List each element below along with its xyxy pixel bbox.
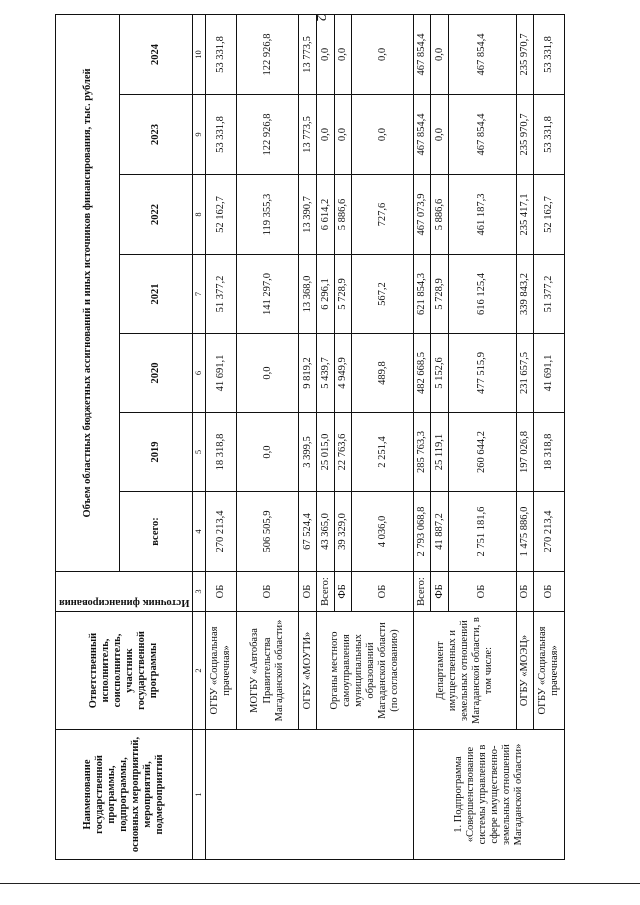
- column-index: 7: [193, 255, 206, 334]
- value-cell: 235 970,7: [516, 14, 533, 94]
- value-cell: 5 728,9: [334, 255, 351, 334]
- value-cell: 53 331,8: [534, 95, 565, 175]
- header-year: 2019: [120, 413, 193, 492]
- value-cell: 0,0: [334, 95, 351, 175]
- table-row: [413, 14, 430, 859]
- rotated-table-wrapper: [55, 15, 565, 860]
- source-cell: ОБ: [237, 572, 299, 612]
- value-cell: 41 691,1: [534, 334, 565, 413]
- executor-cell: Органы местного самоуправления муниципальных образований Магаданской области (по согласованию): [317, 612, 414, 730]
- value-total: 1 475 886,0: [516, 492, 533, 572]
- source-cell: ОБ: [206, 572, 237, 612]
- value-cell: 5 886,6: [431, 175, 448, 255]
- subprogram-name: 1. Подпрограмма «Совершенствование системы управления в сфере имущественно-земельных отношений Магаданской области»: [413, 730, 564, 860]
- value-cell: 18 318,8: [534, 413, 565, 492]
- value-cell: 25 015,0: [317, 413, 334, 492]
- value-cell: 13 368,0: [298, 255, 316, 334]
- value-total: 2 751 181,6: [448, 492, 516, 572]
- value-cell: 122 926,8: [237, 95, 299, 175]
- source-cell: ОБ: [516, 572, 533, 612]
- value-cell: 53 331,8: [206, 14, 237, 94]
- value-cell: 616 125,4: [448, 255, 516, 334]
- value-cell: 53 331,8: [534, 14, 565, 94]
- executor-cell: Департамент имущественных и земельных отношений Магаданской области, в том числе:: [413, 612, 516, 730]
- value-cell: 467 854,4: [448, 95, 516, 175]
- value-cell: 18 318,8: [206, 413, 237, 492]
- value-cell: 467 073,9: [413, 175, 430, 255]
- column-index: 4: [193, 492, 206, 572]
- value-cell: 467 854,4: [413, 14, 430, 94]
- header-row-1: [56, 14, 120, 859]
- program-name-cell-empty: [206, 730, 413, 860]
- value-cell: 13 773,5: [298, 95, 316, 175]
- table-row: [206, 14, 237, 859]
- value-cell: 0,0: [431, 95, 448, 175]
- value-cell: 6 614,2: [317, 175, 334, 255]
- executor-cell: ОГБУ «Социальная прачечная»: [534, 612, 565, 730]
- header-year: 2020: [120, 334, 193, 413]
- value-cell: 13 390,7: [298, 175, 316, 255]
- value-cell: 22 763,6: [334, 413, 351, 492]
- value-cell: 0,0: [352, 95, 414, 175]
- value-cell: 6 296,1: [317, 255, 334, 334]
- value-cell: 5 152,6: [431, 334, 448, 413]
- header-total: всего:: [120, 492, 193, 572]
- column-index-row: [193, 14, 206, 859]
- value-cell: 25 119,1: [431, 413, 448, 492]
- value-cell: 231 657,5: [516, 334, 533, 413]
- value-cell: 477 515,9: [448, 334, 516, 413]
- value-cell: 482 668,5: [413, 334, 430, 413]
- value-cell: 5 728,9: [431, 255, 448, 334]
- value-cell: 197 026,8: [516, 413, 533, 492]
- value-cell: 285 763,3: [413, 413, 430, 492]
- value-cell: 621 854,3: [413, 255, 430, 334]
- value-cell: 235 970,7: [516, 95, 533, 175]
- value-cell: 4 949,9: [334, 334, 351, 413]
- value-cell: 2 251,4: [352, 413, 414, 492]
- value-cell: 461 187,3: [448, 175, 516, 255]
- value-cell: 52 162,7: [534, 175, 565, 255]
- value-cell: 41 691,1: [206, 334, 237, 413]
- value-cell: 727,6: [352, 175, 414, 255]
- executor-cell: ОГБУ «МОУТИ»: [298, 612, 316, 730]
- value-total: 39 329,0: [334, 492, 351, 572]
- value-cell: 0,0: [431, 14, 448, 94]
- page-number: 2: [313, 14, 328, 22]
- header-name: Наименование государственной программы, подпрограммы, основных мероприятий, мероприятий, подмероприятий: [56, 730, 193, 860]
- source-cell: ОБ: [534, 572, 565, 612]
- value-total: 4 036,0: [352, 492, 414, 572]
- header-source: Источник финансирования: [56, 572, 193, 612]
- value-cell: 0,0: [317, 14, 334, 94]
- source-cell: Всего:: [413, 572, 430, 612]
- value-cell: 0,0: [352, 14, 414, 94]
- financing-table: [55, 14, 565, 860]
- value-cell: 5 439,7: [317, 334, 334, 413]
- value-total: 67 524,4: [298, 492, 316, 572]
- value-cell: 0,0: [317, 95, 334, 175]
- source-cell: Всего:: [317, 572, 334, 612]
- executor-cell: ОГБУ «МОЭЦ»: [516, 612, 533, 730]
- executor-cell: МОГБУ «Автобаза Правительства Магаданской области»: [237, 612, 299, 730]
- executor-cell: ОГБУ «Социальная прачечная»: [206, 612, 237, 730]
- value-cell: 235 417,1: [516, 175, 533, 255]
- value-cell: 141 297,0: [237, 255, 299, 334]
- header-year: 2024: [120, 14, 193, 94]
- source-cell: ФБ: [334, 572, 351, 612]
- value-total: 43 365,0: [317, 492, 334, 572]
- value-cell: 51 377,2: [534, 255, 565, 334]
- header-year: 2022: [120, 175, 193, 255]
- value-cell: 339 843,2: [516, 255, 533, 334]
- value-cell: 260 644,2: [448, 413, 516, 492]
- value-cell: 0,0: [237, 413, 299, 492]
- column-index: 1: [193, 730, 206, 860]
- source-cell: ФБ: [431, 572, 448, 612]
- column-index: 9: [193, 95, 206, 175]
- source-cell: ОБ: [448, 572, 516, 612]
- source-cell: ОБ: [298, 572, 316, 612]
- value-cell: 467 854,4: [448, 14, 516, 94]
- value-cell: 53 331,8: [206, 95, 237, 175]
- value-cell: 467 854,4: [413, 95, 430, 175]
- value-cell: 9 819,2: [298, 334, 316, 413]
- value-cell: 3 399,5: [298, 413, 316, 492]
- column-index: 2: [193, 612, 206, 730]
- value-cell: 489,8: [352, 334, 414, 413]
- column-index: 5: [193, 413, 206, 492]
- column-index: 3: [193, 572, 206, 612]
- column-index: 10: [193, 14, 206, 94]
- value-cell: 51 377,2: [206, 255, 237, 334]
- header-executor: Ответственный исполнитель, соисполнитель, участник государственной программы: [56, 612, 193, 730]
- value-cell: 567,2: [352, 255, 414, 334]
- value-cell: 0,0: [334, 14, 351, 94]
- value-cell: 52 162,7: [206, 175, 237, 255]
- value-cell: 119 355,3: [237, 175, 299, 255]
- header-financing-group: Объем областных бюджетных ассигнований и иных источников финансирования, тыс. рублей: [56, 14, 120, 571]
- value-total: 270 213,4: [206, 492, 237, 572]
- header-year: 2023: [120, 95, 193, 175]
- value-cell: 0,0: [237, 334, 299, 413]
- value-cell: 122 926,8: [237, 14, 299, 94]
- column-index: 6: [193, 334, 206, 413]
- value-cell: 5 886,6: [334, 175, 351, 255]
- source-cell: ОБ: [352, 572, 414, 612]
- value-total: 41 887,2: [431, 492, 448, 572]
- bottom-rule: [0, 883, 640, 884]
- column-index: 8: [193, 175, 206, 255]
- value-total: 506 505,9: [237, 492, 299, 572]
- value-total: 270 213,4: [534, 492, 565, 572]
- value-total: 2 793 068,8: [413, 492, 430, 572]
- header-year: 2021: [120, 255, 193, 334]
- value-cell: 13 773,5: [298, 14, 316, 94]
